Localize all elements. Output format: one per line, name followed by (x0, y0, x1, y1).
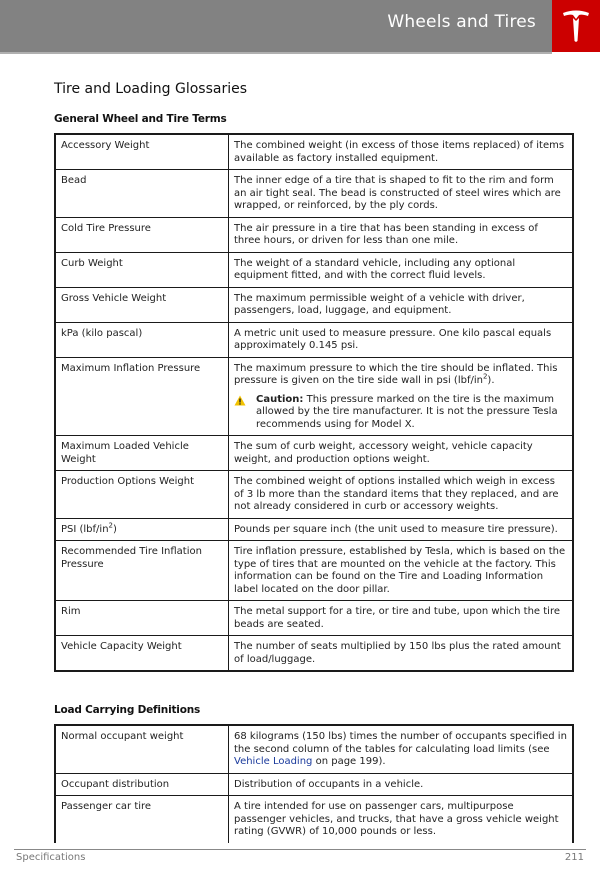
caution-label: Caution: (256, 393, 304, 405)
table-row (55, 357, 573, 436)
definition-text-end: on page 199). (312, 756, 386, 767)
table-row (55, 541, 573, 601)
load-carrying-table (54, 724, 574, 843)
definition-text: The maximum pressure to which the tire should be inflated. This pressure is given on the tire side wall in psi (lbf/in (234, 362, 558, 386)
term-cell (55, 518, 229, 541)
caution-text (256, 394, 567, 432)
section-title-general-terms: General Wheel and Tire Terms (54, 113, 227, 125)
term-cell: Normal occupant weight (55, 725, 229, 773)
term-cell: Rim (55, 601, 229, 636)
term-cell: Production Options Weight (55, 471, 229, 519)
term-text-end: ) (113, 523, 117, 535)
page-number: 211 (564, 852, 584, 863)
term-text: PSI (lbf/in (61, 523, 109, 535)
superscript: 2 (108, 521, 114, 530)
definition-cell: The inner edge of a tire that is shaped to fit to the rim and form an air tight seal. The bead is constructed of steel wires which are wrapped, or reinforced, by the ply cords. (229, 170, 574, 218)
table-row (55, 796, 573, 843)
table-row (55, 134, 573, 170)
term-cell: Curb Weight (55, 252, 229, 287)
definition-cell: A metric unit used to measure pressure. One kilo pascal equals approximately 0.145 psi. (229, 322, 574, 357)
warning-triangle-icon (234, 394, 256, 432)
term-cell: Recommended Tire Inflation Pressure (55, 541, 229, 601)
term-cell: Vehicle Capacity Weight (55, 636, 229, 672)
definition-cell: The air pressure in a tire that has been standing in excess of three hours, or driven for less than one mile. (229, 217, 574, 252)
term-cell: Gross Vehicle Weight (55, 287, 229, 322)
term-cell: Accessory Weight (55, 134, 229, 170)
table-row (55, 601, 573, 636)
term-cell: Maximum Loaded Vehicle Weight (55, 436, 229, 471)
term-cell: Bead (55, 170, 229, 218)
definition-cell: The combined weight (in excess of those items replaced) of items available as factory installed equipment. (229, 134, 574, 170)
table-row (55, 471, 573, 519)
definition-cell: Tire inflation pressure, established by Tesla, which is based on the type of tires that are mounted on the vehicle at the factory. This information can be found on the Tire and Loading Information label located on the door pillar. (229, 541, 574, 601)
vehicle-loading-link[interactable]: Vehicle Loading (234, 756, 313, 767)
caution-note (234, 394, 567, 432)
definition-cell: The metal support for a tire, or tire and tube, upon which the tire beads are seated. (229, 601, 574, 636)
chapter-title: Wheels and Tires (387, 12, 536, 32)
table-row (55, 287, 573, 322)
section-title-load-carrying: Load Carrying Definitions (54, 704, 201, 716)
term-cell: Maximum Inflation Pressure (55, 357, 229, 436)
definition-cell: The maximum permissible weight of a vehicle with driver, passengers, load, luggage, and equipment. (229, 287, 574, 322)
general-terms-table (54, 133, 574, 672)
table-row (55, 725, 573, 773)
definition-text: 68 kilograms (150 lbs) times the number of occupants specified in the second column of the tables for calculating load limits (see (234, 731, 567, 755)
definition-cell (229, 357, 574, 436)
tesla-logo-icon (552, 0, 600, 52)
definition-cell: Pounds per square inch (the unit used to measure tire pressure). (229, 518, 574, 541)
table-row (55, 436, 573, 471)
definition-cell: The number of seats multiplied by 150 lbs plus the rated amount of load/luggage. (229, 636, 574, 672)
term-cell: Cold Tire Pressure (55, 217, 229, 252)
definition-cell: The weight of a standard vehicle, including any optional equipment fitted, and with the correct fluid levels. (229, 252, 574, 287)
page-title: Tire and Loading Glossaries (54, 81, 248, 97)
header-bar (0, 0, 552, 52)
term-cell: kPa (kilo pascal) (55, 322, 229, 357)
caution-body: This pressure marked on the tire is the maximum allowed by the tire manufacturer. It is not the pressure Tesla recommends using for Model X. (256, 393, 558, 430)
header-divider (0, 52, 552, 54)
table-row (55, 170, 573, 218)
definition-cell: A tire intended for use on passenger cars, multipurpose passenger vehicles, and trucks, that have a gross vehicle weight rating (GVWR) of 10,000 pounds or less. (229, 796, 574, 843)
table-row (55, 252, 573, 287)
footer-divider (14, 849, 586, 850)
superscript: 2 (482, 372, 488, 381)
definition-cell: The combined weight of options installed which weigh in excess of 3 lb more than the standard items that they replaced, and are not already considered in curb or accessory weights. (229, 471, 574, 519)
definition-cell: The sum of curb weight, accessory weight, vehicle capacity weight, and production options weight. (229, 436, 574, 471)
definition-cell: Distribution of occupants in a vehicle. (229, 773, 574, 796)
term-cell: Occupant distribution (55, 773, 229, 796)
table-row (55, 518, 573, 541)
table-row (55, 322, 573, 357)
table-row (55, 773, 573, 796)
table-row (55, 217, 573, 252)
table-row (55, 636, 573, 672)
definition-text-end: ). (487, 375, 495, 386)
footer-section-name: Specifications (16, 852, 86, 863)
term-cell: Passenger car tire (55, 796, 229, 843)
definition-cell (229, 725, 574, 773)
